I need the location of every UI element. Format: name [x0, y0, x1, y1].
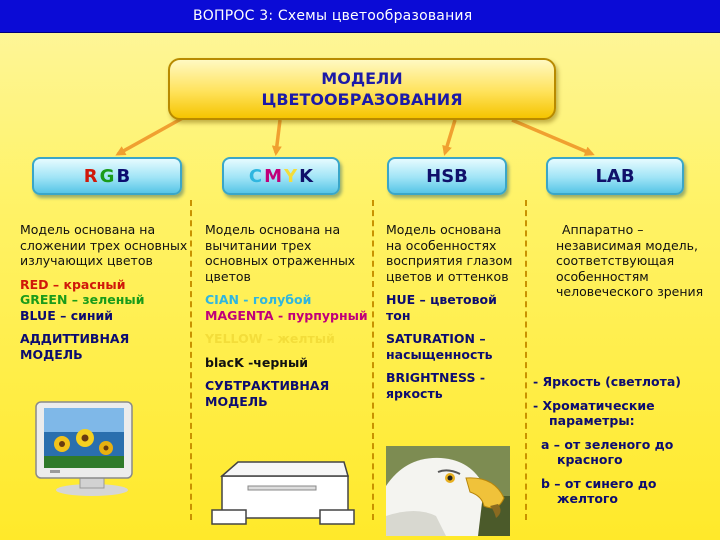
cmyk-model-box	[222, 157, 340, 195]
root-line-2: ЦВЕТООБРАЗОВАНИЯ	[261, 90, 463, 109]
rgb-model-box	[32, 157, 182, 195]
rgb-letter-r: R	[83, 165, 98, 187]
cmyk-label	[248, 166, 314, 187]
rgb-description: Модель основана на сложении трех основных излучающих цветов	[20, 222, 188, 268]
rgb-model-type: АДДИТТИВНАЯ МОДЕЛЬ	[20, 331, 130, 362]
cmyk-column	[205, 222, 370, 417]
lab-column-description	[556, 222, 706, 308]
hsb-brightness: BRIGHTNESS - яркость	[386, 370, 486, 401]
arrow-to-cmyk	[276, 120, 280, 153]
lab-column-params	[533, 374, 713, 515]
lab-label: LAB	[595, 165, 635, 187]
rgb-letter-g: G	[99, 165, 115, 187]
cmyk-description: Модель основана на вычитании трех основных отраженных цветов	[205, 222, 356, 284]
eagle-image	[386, 446, 510, 536]
cmyk-letter-k: K	[299, 165, 314, 187]
hsb-column	[386, 222, 521, 409]
cmyk-model-type: СУБТРАКТИВНАЯ МОДЕЛЬ	[205, 378, 330, 409]
rgb-red: RED – красный	[20, 276, 126, 292]
lab-b-param: b – от синего до желтого	[541, 475, 657, 506]
cmyk-letter-m: M	[264, 165, 283, 187]
rgb-label	[83, 166, 131, 187]
hsb-saturation: SATURATION – насыщенность	[386, 331, 493, 362]
cmyk-magenta: MAGENTA - пурпурный	[205, 307, 368, 323]
hsb-description: Модель основана на особенностях восприятия глазом цветов и оттенков	[386, 222, 513, 284]
column-divider	[372, 200, 374, 520]
arrow-to-hsb	[445, 120, 455, 153]
rgb-green: GREEN – зеленый	[20, 292, 145, 307]
lab-description: Аппаратно – независимая модель, соответствующая особенностям человеческого зрения	[556, 222, 704, 299]
cmyk-yellow: YELLOW – желтый	[205, 331, 335, 346]
rgb-column	[20, 222, 188, 370]
lab-a-param: a – от зеленого до красного	[541, 436, 674, 467]
lab-lightness: - Яркость (светлота)	[533, 374, 681, 389]
rgb-blue: BLUE – синий	[20, 307, 114, 323]
lab-chromatic: - Хроматические параметры:	[533, 397, 655, 428]
rgb-letter-b: B	[116, 165, 131, 187]
column-divider	[190, 200, 192, 520]
arrow-to-lab	[512, 120, 592, 154]
color-models-root-box	[168, 58, 556, 120]
cmyk-letter-c: C	[248, 165, 263, 187]
printer-icon	[208, 458, 358, 530]
monitor-icon	[30, 398, 140, 498]
root-line-1: МОДЕЛИ	[321, 69, 403, 88]
hsb-hue: HUE – цветовой тон	[386, 292, 497, 323]
cmyk-cyan: CIAN - голубой	[205, 292, 312, 307]
cmyk-letter-y: Y	[284, 165, 298, 187]
hsb-label: HSB	[426, 165, 468, 187]
page-title: ВОПРОС 3: Схемы цветообразования	[193, 8, 473, 24]
column-divider	[525, 200, 527, 520]
cmyk-black: blacK -черный	[205, 354, 309, 370]
hsb-model-box	[387, 157, 507, 195]
lab-model-box	[546, 157, 684, 195]
